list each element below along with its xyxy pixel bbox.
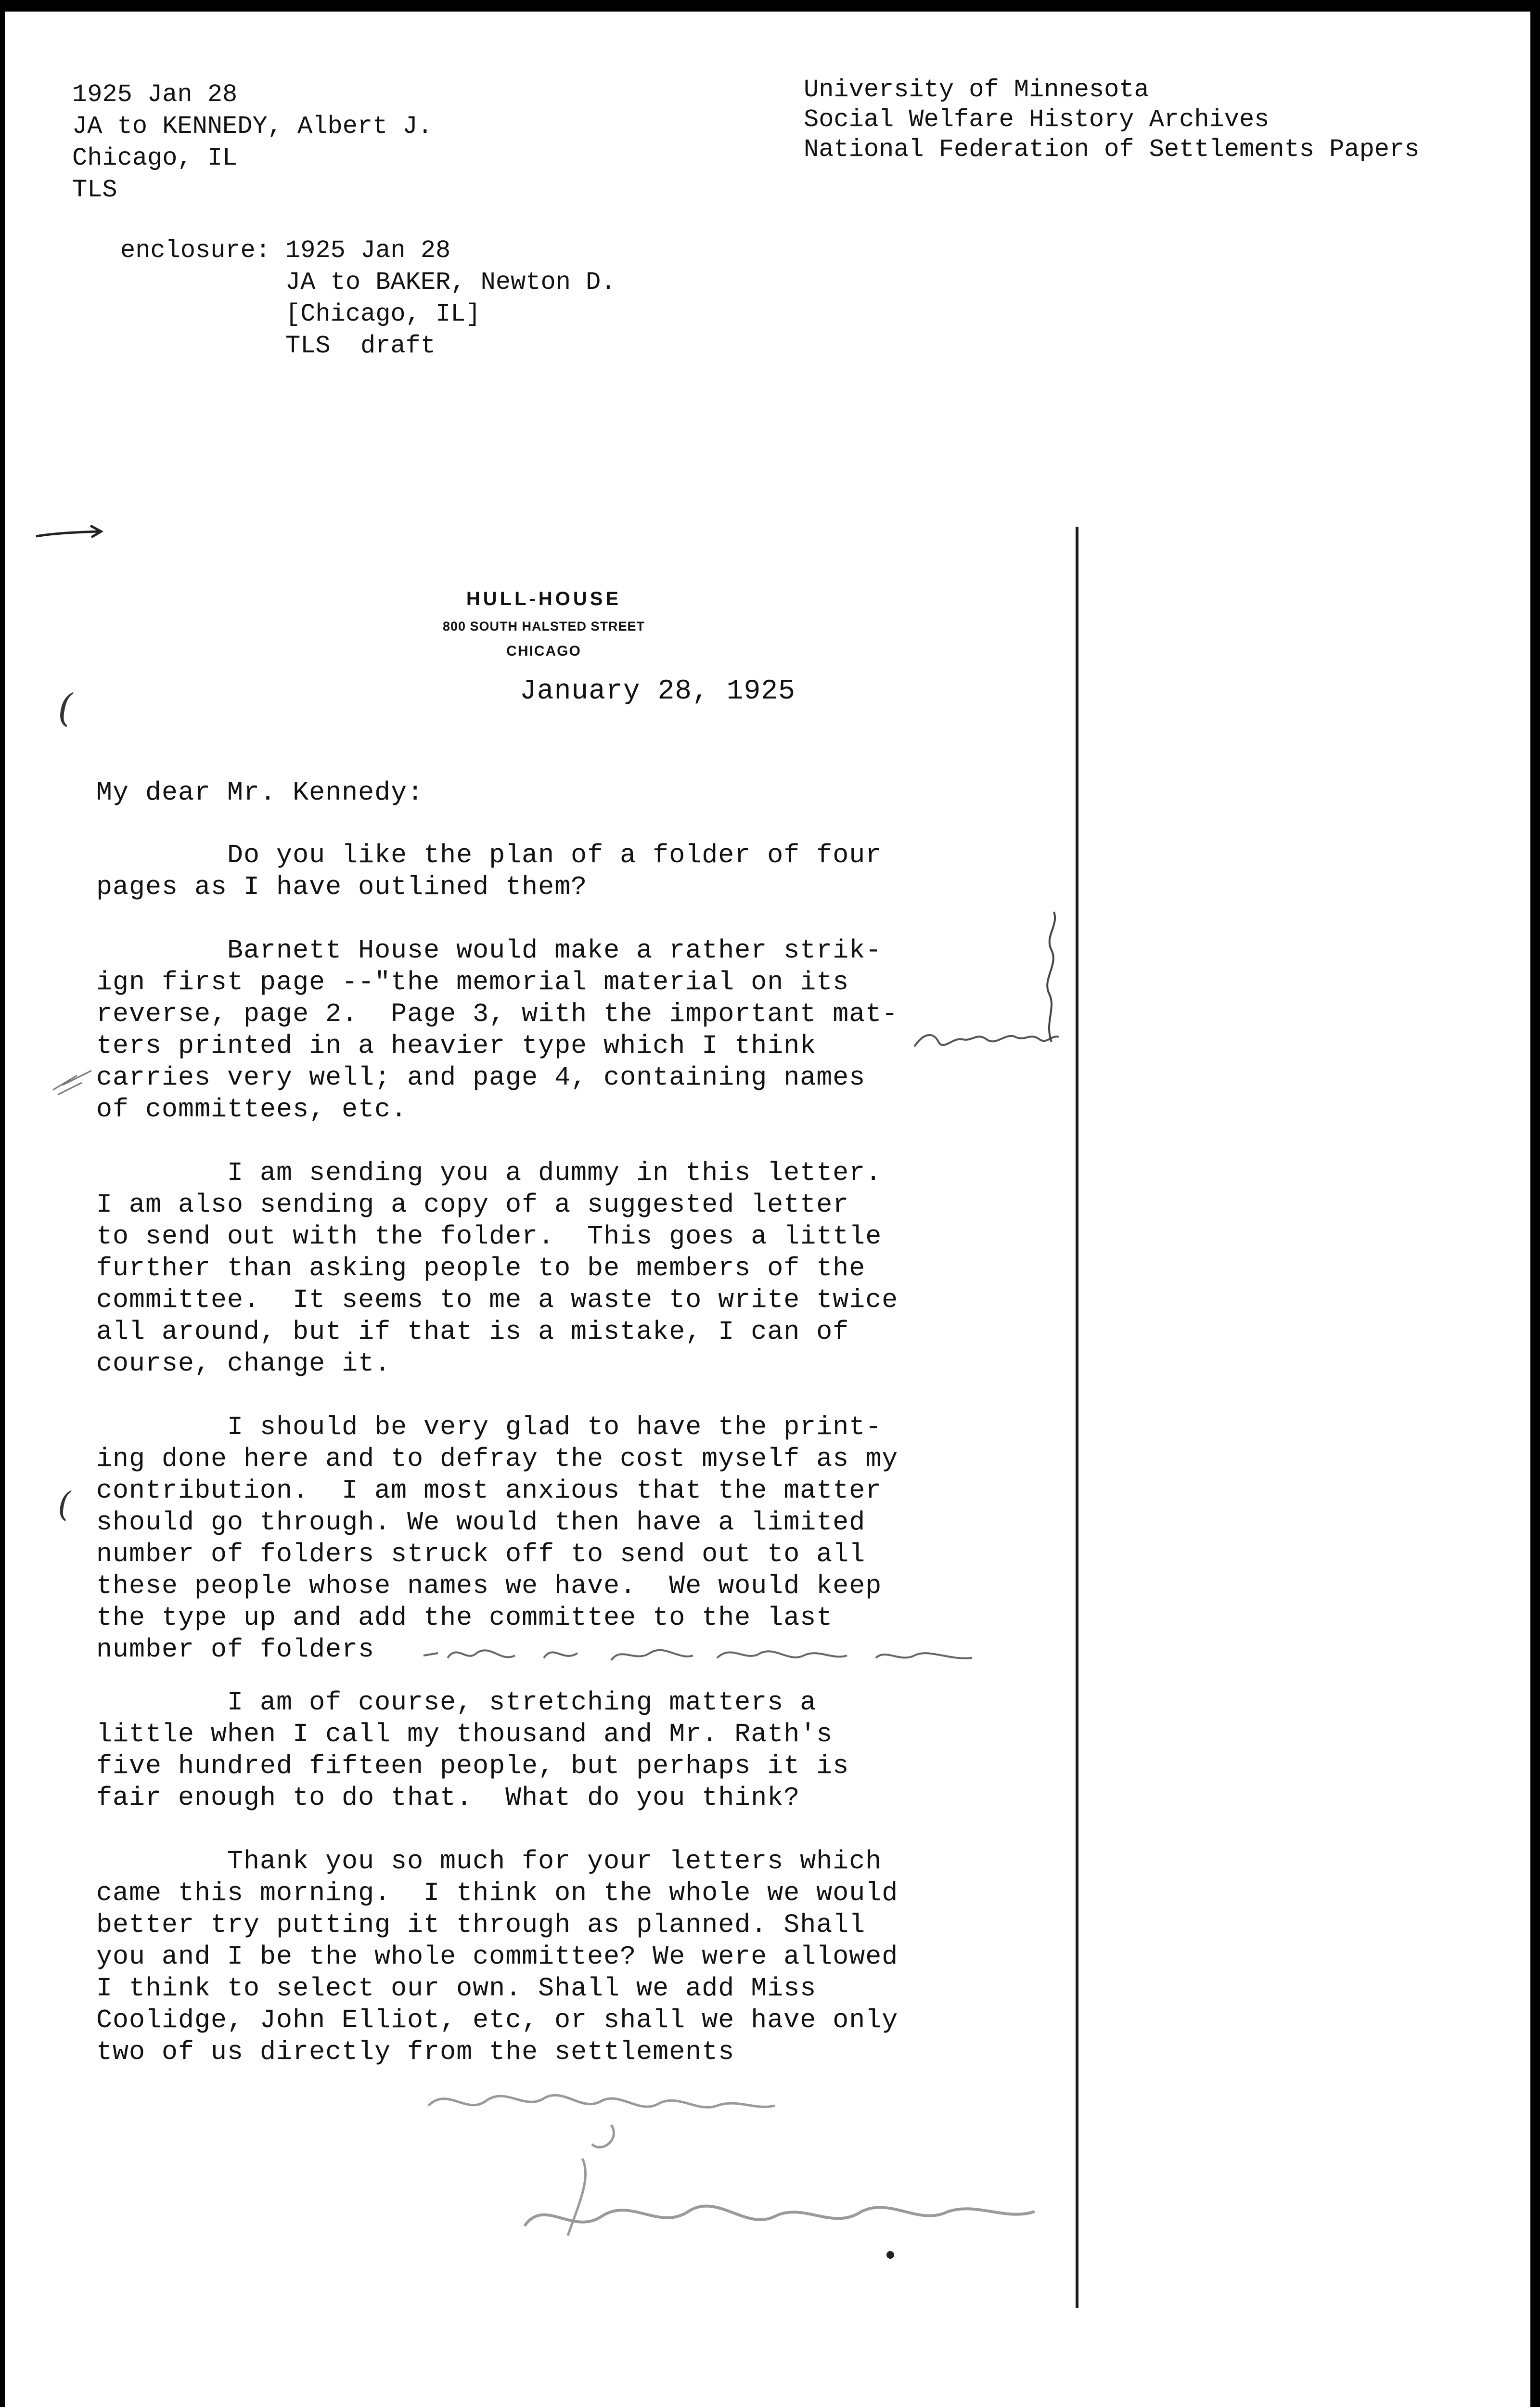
body-line: ters printed in a heavier type which I think — [96, 1031, 817, 1061]
body-line: number of folders — [96, 1634, 375, 1665]
body-line: these people whose names we have. We would keep — [96, 1571, 882, 1601]
margin-scribble-icon — [1030, 907, 1068, 1051]
body-line: you and I be the whole committee? We were allowed — [96, 1941, 898, 1972]
letter-page — [5, 12, 1530, 2407]
enclosure-place: [Chicago, IL] — [285, 300, 481, 328]
body-line: should go through. We would then have a limited — [96, 1507, 866, 1538]
slip-date: 1925 Jan 28 — [72, 80, 238, 109]
arrow-mark-icon — [34, 517, 106, 546]
enclosure-date: 1925 Jan 28 — [285, 236, 451, 265]
body-line: I should be very glad to have the print- — [96, 1412, 882, 1442]
body-line: of committees, etc. — [96, 1094, 408, 1125]
archive-papers: National Federation of Settlements Papers — [804, 135, 1420, 164]
body-line: Do you like the plan of a folder of four — [96, 840, 882, 870]
archive-collection: Social Welfare History Archives — [804, 105, 1270, 134]
letterhead-name: HULL-HOUSE — [466, 588, 622, 609]
body-line: number of folders struck off to send out to all — [96, 1539, 866, 1569]
body-line: came this morning. I think on the whole we would — [96, 1878, 898, 1908]
archive-attribution — [804, 74, 1420, 164]
letterhead-street: 800 SOUTH HALSTED STREET — [442, 619, 645, 634]
body-line: fair enough to do that. What do you think? — [96, 1783, 800, 1813]
body-line: all around, but if that is a mistake, I can of — [96, 1317, 849, 1347]
body-line: ign first page --"the memorial material on its — [96, 967, 849, 997]
body-line: committee. It seems to me a waste to write twice — [96, 1285, 898, 1315]
enclosure-correspondent: JA to BAKER, Newton D. — [285, 268, 616, 297]
salutation: My dear Mr. Kennedy: — [96, 777, 424, 808]
letterhead-city: CHICAGO — [506, 643, 581, 659]
body-line: I think to select our own. Shall we add Miss — [96, 1973, 817, 2004]
slip-correspondent: JA to KENNEDY, Albert J. — [72, 112, 433, 141]
body-line: I am also sending a copy of a suggested letter — [96, 1190, 849, 1220]
body-line: little when I call my thousand and Mr. Rath's — [96, 1719, 833, 1749]
body-line: to send out with the folder. This goes a little — [96, 1221, 882, 1252]
slip-place: Chicago, IL — [72, 144, 238, 172]
enclosure-type: TLS draft — [285, 332, 436, 360]
body-line: I am sending you a dummy in this letter. — [96, 1158, 882, 1188]
bracket-mark-2: ( — [58, 1485, 71, 1524]
body-line: better try putting it through as planned. Shall — [96, 1910, 866, 1940]
letter-date: January 28, 1925 — [520, 676, 796, 707]
letter-body — [96, 840, 898, 2067]
body-line: Coolidge, John Elliot, etc, or shall we have only — [96, 2005, 898, 2035]
archive-university: University of Minnesota — [804, 76, 1149, 104]
body-line: course, change it. — [96, 1348, 391, 1379]
body-line: pages as I have outlined them? — [96, 872, 588, 902]
slip-type: TLS — [72, 176, 117, 204]
margin-rule — [1076, 527, 1078, 2308]
body-line: Barnett House would make a rather strik- — [96, 935, 882, 966]
body-line: Thank you so much for your letters which — [96, 1846, 882, 1876]
body-line: two of us directly from the settlements — [96, 2037, 735, 2067]
body-line: I am of course, stretching matters a — [96, 1687, 817, 1718]
body-line: reverse, page 2. Page 3, with the important mat- — [96, 999, 898, 1029]
body-line: five hundred fifteen people, but perhaps it is — [96, 1751, 849, 1781]
enclosure-label: enclosure: — [120, 236, 271, 265]
body-line: ing done here and to defray the cost myself as my — [96, 1444, 898, 1474]
handwritten-addition-icon — [419, 1634, 1006, 1677]
body-line: carries very well; and page 4, containing names — [96, 1062, 866, 1093]
body-line: the type up and add the committee to the last — [96, 1603, 833, 1633]
body-line: contribution. I am most anxious that the matter — [96, 1475, 882, 1506]
enclosure-block — [120, 235, 616, 360]
bracket-mark: ( — [58, 686, 73, 730]
body-line: further than asking people to be members of the — [96, 1253, 866, 1283]
signature-icon — [505, 2139, 1054, 2265]
strike-mark-icon — [48, 1061, 106, 1100]
archive-slip — [72, 79, 433, 204]
